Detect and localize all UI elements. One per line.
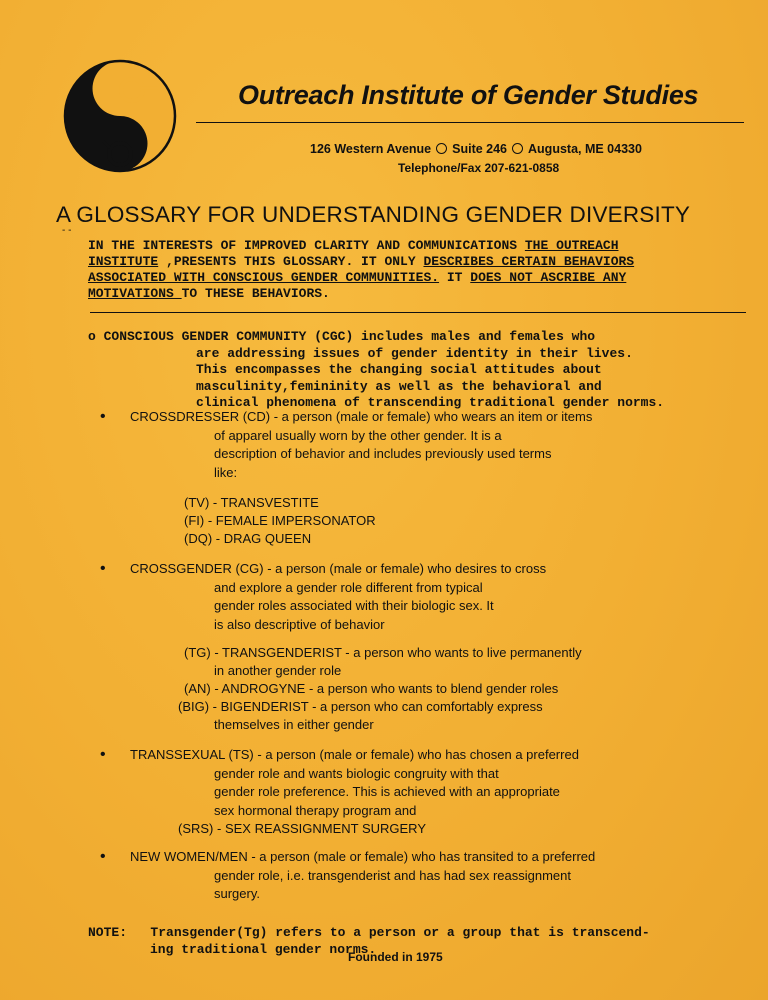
yin-yang-gender-symbol-icon bbox=[62, 58, 178, 174]
entry-line: of apparel usually worn by the other gender. It is a bbox=[214, 427, 502, 443]
intro-text: IN THE INTERESTS OF IMPROVED CLARITY AND COMMUNICATIONS bbox=[88, 238, 525, 253]
sub-term-tg-cont: in another gender role bbox=[214, 663, 342, 678]
crossgender-entry bbox=[130, 560, 546, 634]
entry-line: like: bbox=[214, 464, 238, 480]
cgc-line: masculinity,femininity as well as the behavioral and bbox=[196, 378, 602, 394]
page-title: A GLOSSARY FOR UNDERSTANDING GENDER DIVERSITY bbox=[56, 202, 691, 227]
intro-underlined: INSTITUTE bbox=[88, 254, 159, 269]
transsexual-entry bbox=[130, 746, 579, 839]
entry-line: TRANSSEXUAL (TS) - a person (male or female) who has chosen a preferred bbox=[130, 747, 579, 762]
entry-line: sex hormonal therapy program and bbox=[214, 802, 417, 818]
entry-line: (SRS) - SEX REASSIGNMENT SURGERY bbox=[178, 821, 427, 836]
note-label: NOTE: bbox=[88, 925, 128, 940]
sub-term-tg: (TG) - TRANSGENDERIST - a person who wants to live permanently bbox=[184, 645, 582, 660]
entry-line: surgery. bbox=[214, 886, 260, 901]
entry-line: NEW WOMEN/MEN - a person (male or female) who has transited to a preferred bbox=[130, 849, 596, 864]
cgc-line: o CONSCIOUS GENDER COMMUNITY (CGC) includes males and females who bbox=[88, 329, 596, 344]
sub-term-fi: (FI) - FEMALE IMPERSONATOR bbox=[184, 513, 376, 528]
intro-underlined: THE OUTREACH bbox=[524, 238, 619, 253]
entry-line: CROSSDRESSER (CD) - a person (male or female) who wears an item or items bbox=[130, 409, 593, 424]
address-city: Augusta, ME 04330 bbox=[528, 142, 642, 156]
sub-term-an: (AN) - ANDROGYNE - a person who wants to blend gender roles bbox=[184, 681, 559, 696]
sub-term-dq: (DQ) - DRAG QUEEN bbox=[184, 531, 312, 546]
phone: Telephone/Fax 207-621-0858 bbox=[398, 161, 560, 175]
entry-line: is also descriptive of behavior bbox=[214, 616, 385, 632]
sub-term-tv: (TV) - TRANSVESTITE bbox=[184, 495, 319, 510]
address-street: 126 Western Avenue bbox=[310, 142, 432, 156]
bullet-icon: • bbox=[100, 746, 106, 763]
entry-line: description of behavior and includes previously used terms bbox=[214, 446, 552, 461]
section-divider bbox=[90, 312, 746, 313]
entry-line: gender role, i.e. transgenderist and has had sex reassignment bbox=[214, 867, 571, 883]
circle-separator-icon bbox=[436, 143, 447, 154]
bullet-icon: • bbox=[100, 560, 106, 577]
sub-term-big-cont: themselves in either gender bbox=[214, 717, 374, 732]
intro-underlined: MOTIVATIONS bbox=[88, 286, 182, 301]
crossdresser-entry bbox=[130, 408, 592, 482]
entry-line: CROSSGENDER (CG) - a person (male or female) who desires to cross bbox=[130, 561, 547, 576]
cgc-definition bbox=[88, 329, 664, 412]
note-line: ing traditional gender norms. bbox=[150, 942, 377, 957]
bullet-icon: • bbox=[100, 848, 106, 865]
cgc-line: are addressing issues of gender identity in their lives. bbox=[196, 345, 633, 361]
entry-line: gender role and wants biologic congruity with that bbox=[214, 765, 499, 781]
intro-text: ,PRESENTS THIS GLOSSARY. IT ONLY bbox=[158, 254, 424, 269]
intro-underlined: DOES NOT ASCRIBE ANY bbox=[470, 270, 627, 285]
founded-text: Founded in 1975 bbox=[348, 950, 443, 964]
circle-separator-icon bbox=[512, 143, 523, 154]
note-line: Transgender(Tg) refers to a person or a group that is transcend- bbox=[150, 925, 650, 940]
cgc-line: clinical phenomena of transcending traditional gender norms. bbox=[196, 395, 665, 410]
intro-paragraph bbox=[88, 238, 748, 302]
new-women-men-entry bbox=[130, 848, 595, 904]
intro-underlined: DESCRIBES CERTAIN BEHAVIORS bbox=[423, 254, 635, 269]
decorative-dash: - - bbox=[62, 225, 72, 236]
address-suite: Suite 246 bbox=[452, 142, 508, 156]
header-divider bbox=[196, 122, 744, 123]
entry-line: gender role preference. This is achieved with an appropriate bbox=[214, 784, 560, 799]
entry-line: and explore a gender role different from typical bbox=[214, 579, 483, 595]
address bbox=[310, 142, 642, 156]
intro-underlined: ASSOCIATED WITH CONSCIOUS GENDER COMMUNITIES. bbox=[88, 270, 440, 285]
org-name: Outreach Institute of Gender Studies bbox=[238, 80, 699, 110]
bullet-icon: • bbox=[100, 408, 106, 425]
entry-line: gender roles associated with their biologic sex. It bbox=[214, 598, 494, 613]
intro-text: TO THESE BEHAVIORS. bbox=[181, 286, 330, 301]
intro-text: IT bbox=[439, 270, 471, 285]
cgc-line: This encompasses the changing social attitudes about bbox=[196, 362, 602, 377]
sub-term-big: (BIG) - BIGENDERIST - a person who can comfortably express bbox=[178, 699, 543, 714]
